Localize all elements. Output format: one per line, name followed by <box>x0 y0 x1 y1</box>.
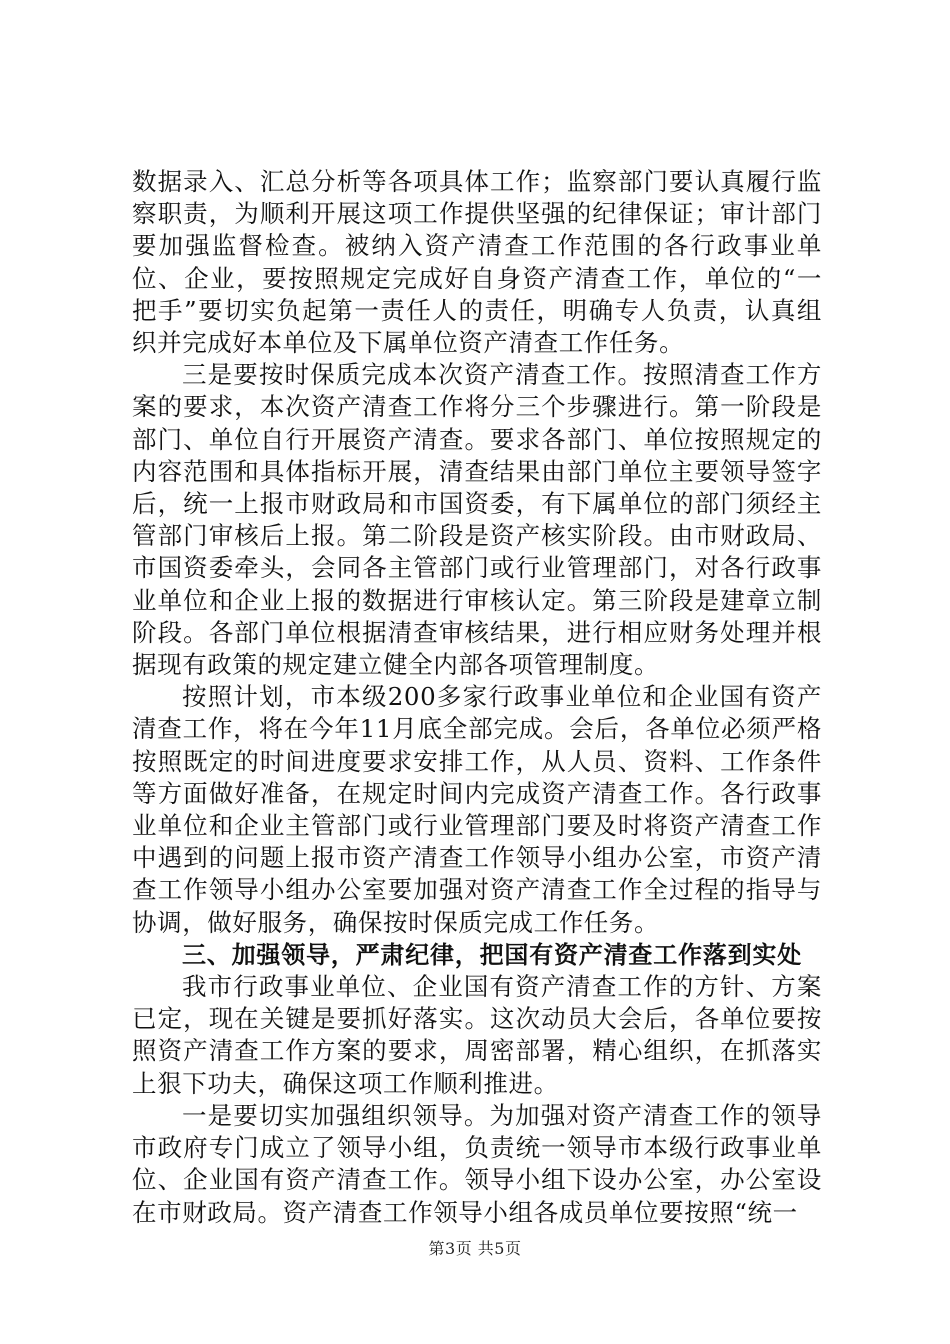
paragraph-5: 一是要切实加强组织领导。为加强对资产清查工作的领导市政府专门成立了领导小组，负责统一领导市本级行政事业单位、企业国有资产清查工作。领导小组下设办公室，办公室设在市财政局。资产清查工作领导小组各成员单位要按照“统一 <box>132 1100 822 1227</box>
paragraph-4: 我市行政事业单位、企业国有资产清查工作的方针、方案已定，现在关键是要抓好落实。这次动员大会后，各单位要按照资产清查工作方案的要求，周密部署，精心组织，在抓落实上狠下功夫，确保这项工作顺利推进。 <box>132 972 822 1098</box>
section-heading: 三、加强领导，严肃纪律，把国有资产清查工作落到实处 <box>182 940 802 969</box>
page-number-footer: 第3页 共5页 <box>428 1239 522 1258</box>
paragraph-3: 按照计划，市本级200多家行政事业单位和企业国有资产清查工作，将在今年11月底全部完成。会后，各单位必须严格按照既定的时间进度要求安排工作，从人员、资料、工作条件等方面做好准备，在规定时间内完成资产清查工作。各行政事业单位和企业主管部门或行业管理部门要及时将资产清查工作中遇到的问题上报市资产清查工作领导小组办公室，市资产清查工作领导小组办公室要加强对资产清查工作全过程的指导与协调，做好服务，确保按时保质完成工作任务。 <box>132 682 822 937</box>
paragraph-1: 数据录入、汇总分析等各项具体工作；监察部门要认真履行监察职责，为顺利开展这项工作提供坚强的纪律保证；审计部门要加强监督检查。被纳入资产清查工作范围的各行政事业单位、企业，要按照规定完成好自身资产清查工作，单位的“一把手”要切实负起第一责任人的责任，明确专人负责，认真组织并完成好本单位及下属单位资产清查工作任务。 <box>132 167 822 358</box>
document-body <box>132 166 822 1229</box>
paragraph-2: 三是要按时保质完成本次资产清查工作。按照清查工作方案的要求，本次资产清查工作将分三个步骤进行。第一阶段是部门、单位自行开展资产清查。要求各部门、单位按照规定的内容范围和具体指标开展，清查结果由部门单位主要领导签字后，统一上报市财政局和市国资委，有下属单位的部门须经主管部门审核后上报。第二阶段是资产核实阶段。由市财政局、市国资委牵头，会同各主管部门或行业管理部门，对各行政事业单位和企业上报的数据进行审核认定。第三阶段是建章立制阶段。各部门单位根据清查审核结果，进行相应财务处理并根据现有政策的规定建立健全内部各项管理制度。 <box>132 360 822 680</box>
